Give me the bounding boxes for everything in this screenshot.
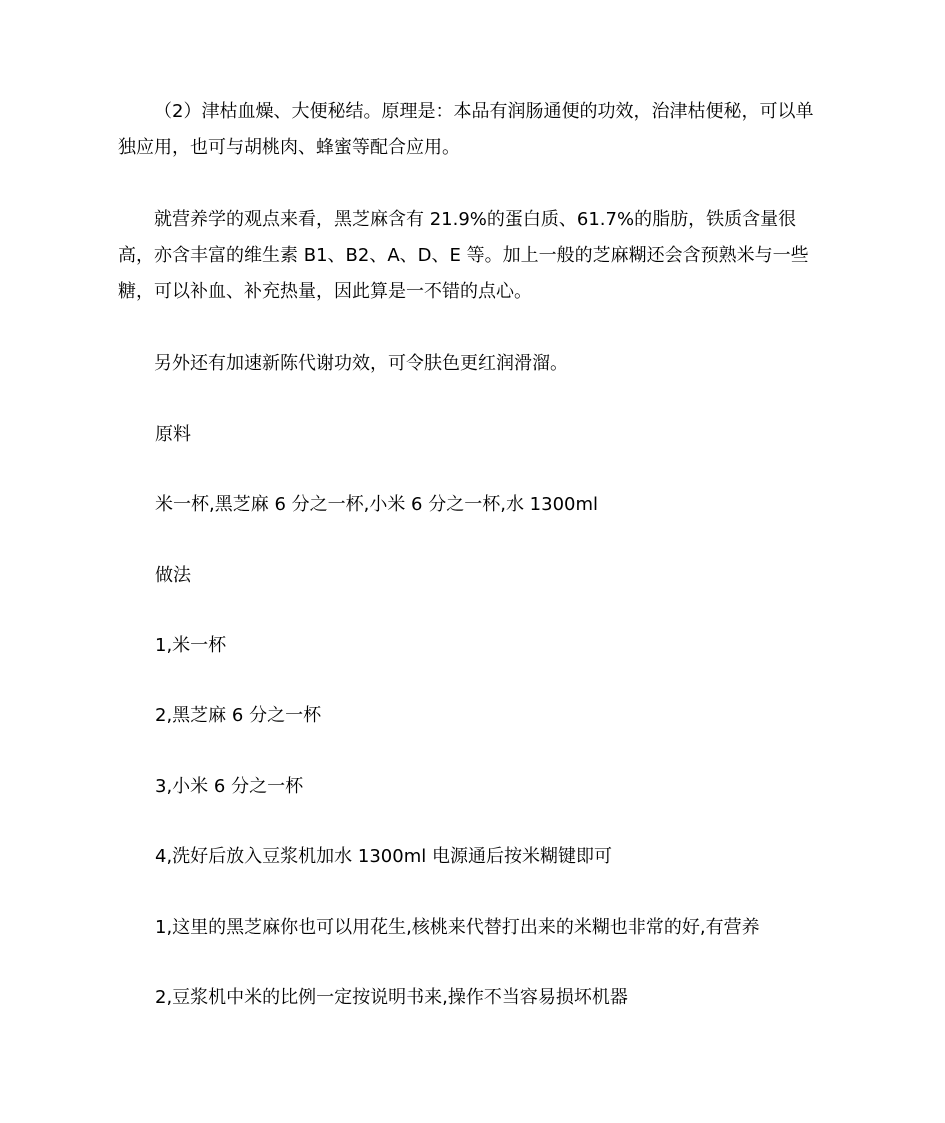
paragraph-metabolism: 另外还有加速新陈代谢功效，可令肤色更红润滑溜。 [154, 353, 568, 374]
method-heading: 做法 [155, 565, 191, 586]
tip-2: 2,豆浆机中米的比例一定按说明书来,操作不当容易损坏机器 [155, 987, 628, 1008]
paragraph-constipation: （2）津枯血燥、大便秘结。原理是：本品有润肠通便的功效，治津枯便秘，可以单独应用，也可与胡桃肉、蜂蜜等配合应用。 [118, 101, 814, 158]
step-4: 4,洗好后放入豆浆机加水 1300ml 电源通后按米糊键即可 [155, 846, 612, 867]
paragraph-nutrition: 就营养学的观点来看，黑芝麻含有 21.9%的蛋白质、61.7%的脂肪，铁质含量很高，亦含丰富的维生素 B1、B2、A、D、E 等。加上一般的芝麻糊还会含预熟米与一些糖，可以补血、补充热量，因此算是一不错的点心。 [118, 209, 809, 302]
step-1: 1,米一杯 [155, 635, 227, 656]
step-3: 3,小米 6 分之一杯 [155, 776, 304, 797]
ingredients-heading: 原料 [155, 424, 191, 445]
step-2: 2,黑芝麻 6 分之一杯 [155, 705, 322, 726]
tip-1: 1,这里的黑芝麻你也可以用花生,核桃来代替打出来的米糊也非常的好,有营养 [155, 917, 760, 938]
ingredients-list: 米一杯,黑芝麻 6 分之一杯,小米 6 分之一杯,水 1300ml [155, 494, 599, 515]
